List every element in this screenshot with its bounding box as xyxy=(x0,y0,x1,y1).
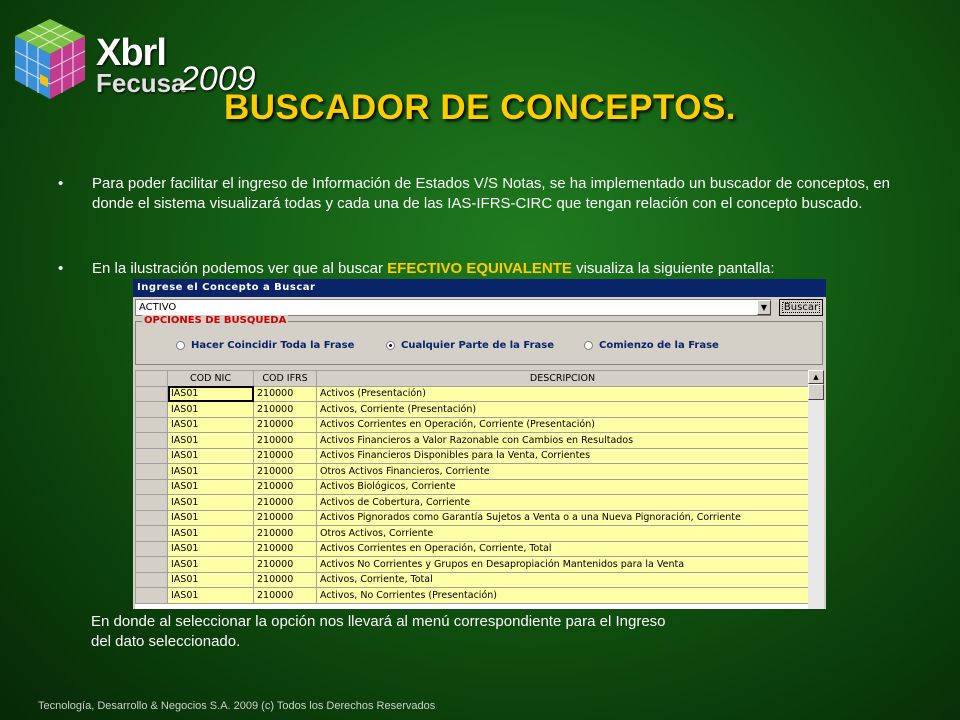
row-selector[interactable] xyxy=(136,479,168,495)
column-header-selector xyxy=(136,371,168,387)
dropdown-arrow-icon[interactable]: ▼ xyxy=(757,300,771,315)
cell-cod-nic[interactable]: IAS01 xyxy=(168,417,254,433)
cell-descripcion[interactable]: Activos, No Corrientes (Presentación) xyxy=(317,588,809,604)
footer-copyright: Tecnología, Desarrollo & Negocios S.A. 2009 (c) Todos los Derechos Reservados xyxy=(38,700,436,712)
row-selector[interactable] xyxy=(136,588,168,604)
cell-descripcion[interactable]: Activos de Cobertura, Corriente xyxy=(317,495,809,511)
row-selector[interactable] xyxy=(136,402,168,418)
table-row[interactable] xyxy=(136,386,809,402)
radio-phrase-start[interactable]: Comienzo de la Frase xyxy=(584,339,719,353)
cell-cod-nic[interactable]: IAS01 xyxy=(168,479,254,495)
radio-full-phrase[interactable]: Hacer Coincidir Toda la Frase xyxy=(176,339,354,353)
search-title-bar: Ingrese el Concepto a Buscar xyxy=(133,279,826,297)
concept-search-window xyxy=(133,279,826,609)
scroll-up-icon[interactable]: ▲ xyxy=(808,370,824,384)
table-row[interactable] xyxy=(136,448,809,464)
radio-icon xyxy=(176,341,185,350)
grid-header-row xyxy=(136,371,809,387)
search-button[interactable]: Buscar xyxy=(779,299,823,316)
table-row[interactable] xyxy=(136,495,809,511)
search-options-legend: OPCIONES DE BUSQUEDA xyxy=(144,315,287,326)
row-selector[interactable] xyxy=(136,495,168,511)
cell-cod-nic[interactable]: IAS01 xyxy=(168,510,254,526)
cell-cod-ifrs[interactable]: 210000 xyxy=(254,557,317,573)
logo-year: 2009 xyxy=(180,60,256,98)
cell-descripcion[interactable]: Activos Financieros Disponibles para la Venta, Corrientes xyxy=(317,448,809,464)
cell-descripcion[interactable]: Activos, Corriente (Presentación) xyxy=(317,402,809,418)
cell-cod-ifrs[interactable]: 210000 xyxy=(254,526,317,542)
column-header-descripcion[interactable]: DESCRIPCION xyxy=(317,371,809,387)
radio-selected-icon xyxy=(386,341,395,350)
search-input[interactable]: ACTIVO xyxy=(135,299,771,316)
cell-descripcion[interactable]: Activos Pignorados como Garantía Sujetos a Venta o a una Nueva Pignoración, Corriente xyxy=(317,510,809,526)
bullet-illustration-text: En la ilustración podemos ver que al buscar EFECTIVO EQUIVALENTE visualiza la siguiente pantalla: xyxy=(92,260,775,277)
row-selector[interactable] xyxy=(136,526,168,542)
row-selector[interactable] xyxy=(136,448,168,464)
cell-cod-nic[interactable]: IAS01 xyxy=(168,386,254,402)
cell-cod-nic[interactable]: IAS01 xyxy=(168,572,254,588)
cell-cod-nic[interactable]: IAS01 xyxy=(168,464,254,480)
cell-descripcion[interactable]: Activos No Corrientes y Grupos en Desapropiación Mantenidos para la Venta xyxy=(317,557,809,573)
cell-cod-nic[interactable]: IAS01 xyxy=(168,402,254,418)
logo-fecusa-text: Fecusa xyxy=(96,68,186,98)
cell-descripcion[interactable]: Otros Activos Financieros, Corriente xyxy=(317,464,809,480)
cell-cod-ifrs[interactable]: 210000 xyxy=(254,572,317,588)
cell-cod-nic[interactable]: IAS01 xyxy=(168,588,254,604)
cell-cod-ifrs[interactable]: 210000 xyxy=(254,417,317,433)
table-row[interactable] xyxy=(136,479,809,495)
bullet-dot: • xyxy=(58,260,64,277)
page-title: BUSCADOR DE CONCEPTOS. xyxy=(223,88,737,127)
grid-scrollbar[interactable] xyxy=(808,370,824,609)
cell-cod-ifrs[interactable]: 210000 xyxy=(254,479,317,495)
cell-cod-nic[interactable]: IAS01 xyxy=(168,541,254,557)
scroll-thumb[interactable] xyxy=(808,384,824,400)
cell-descripcion[interactable]: Activos Financieros a Valor Razonable con Cambios en Resultados xyxy=(317,433,809,449)
column-header-cod-nic[interactable]: COD NIC xyxy=(168,371,254,387)
cell-descripcion[interactable]: Activos Corrientes en Operación, Corriente, Total xyxy=(317,541,809,557)
cell-cod-ifrs[interactable]: 210000 xyxy=(254,386,317,402)
table-row[interactable] xyxy=(136,557,809,573)
cell-cod-nic[interactable]: IAS01 xyxy=(168,495,254,511)
cell-cod-ifrs[interactable]: 210000 xyxy=(254,510,317,526)
table-row[interactable] xyxy=(136,510,809,526)
cell-cod-nic[interactable]: IAS01 xyxy=(168,433,254,449)
cell-cod-ifrs[interactable]: 210000 xyxy=(254,433,317,449)
cell-cod-nic[interactable]: IAS01 xyxy=(168,448,254,464)
cell-cod-ifrs[interactable]: 210000 xyxy=(254,464,317,480)
row-selector[interactable] xyxy=(136,541,168,557)
caption-text: En donde al seleccionar la opción nos llevará al menú correspondiente para el Ingreso del dato seleccionado. xyxy=(91,613,666,650)
table-row[interactable] xyxy=(136,464,809,480)
highlight-term: EFECTIVO EQUIVALENTE xyxy=(387,260,572,277)
cell-cod-nic[interactable]: IAS01 xyxy=(168,557,254,573)
table-row[interactable] xyxy=(136,588,809,604)
search-options-group xyxy=(135,315,823,365)
column-header-cod-ifrs[interactable]: COD IFRS xyxy=(254,371,317,387)
cell-cod-nic[interactable]: IAS01 xyxy=(168,526,254,542)
table-row[interactable] xyxy=(136,526,809,542)
bullet-dot: • xyxy=(58,175,64,192)
table-row[interactable] xyxy=(136,541,809,557)
cell-cod-ifrs[interactable]: 210000 xyxy=(254,495,317,511)
row-selector[interactable] xyxy=(136,464,168,480)
radio-icon xyxy=(584,341,593,350)
cell-descripcion[interactable]: Activos (Presentación) xyxy=(317,386,809,402)
cell-descripcion[interactable]: Activos Biológicos, Corriente xyxy=(317,479,809,495)
table-row[interactable] xyxy=(136,402,809,418)
table-row[interactable] xyxy=(136,572,809,588)
cell-cod-ifrs[interactable]: 210000 xyxy=(254,588,317,604)
results-grid xyxy=(135,370,824,609)
table-row[interactable] xyxy=(136,417,809,433)
radio-any-part[interactable]: Cualquier Parte de la Frase xyxy=(386,339,554,353)
row-selector[interactable] xyxy=(136,510,168,526)
cell-descripcion[interactable]: Activos Corrientes en Operación, Corriente (Presentación) xyxy=(317,417,809,433)
row-selector[interactable] xyxy=(136,557,168,573)
table-row[interactable] xyxy=(136,433,809,449)
row-selector[interactable] xyxy=(136,417,168,433)
bullet-intro-text: Para poder facilitar el ingreso de Información de Estados V/S Notas, se ha implementado un buscador de conceptos, en donde el sistema visualizará todas y cada una de las IAS-IFRS-CIRC que tengan relación con el concepto buscado. xyxy=(92,175,890,212)
cell-cod-ifrs[interactable]: 210000 xyxy=(254,541,317,557)
cell-cod-ifrs[interactable]: 210000 xyxy=(254,402,317,418)
cell-descripcion[interactable]: Otros Activos, Corriente xyxy=(317,526,809,542)
cell-cod-ifrs[interactable]: 210000 xyxy=(254,448,317,464)
row-selector[interactable] xyxy=(136,572,168,588)
cell-descripcion[interactable]: Activos, Corriente, Total xyxy=(317,572,809,588)
row-selector[interactable] xyxy=(136,433,168,449)
row-selector[interactable] xyxy=(136,386,168,402)
logo-xbrl-text: Xbrl xyxy=(96,32,166,74)
